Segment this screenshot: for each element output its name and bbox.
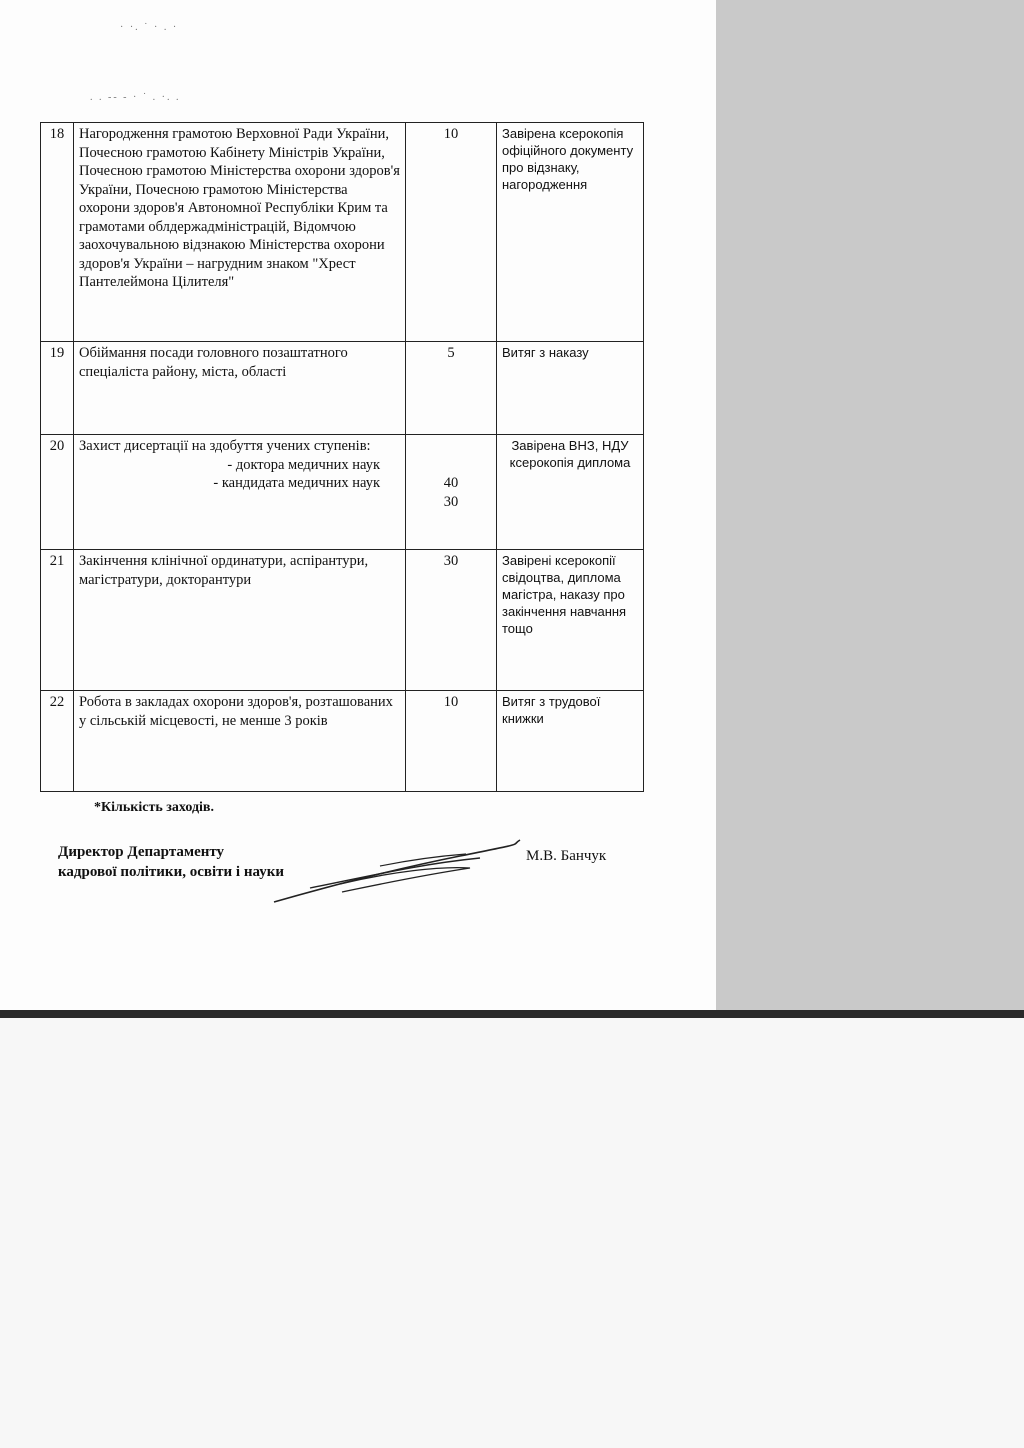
points-cell: 10	[406, 691, 497, 792]
criterion-cell: Нагородження грамотою Верховної Ради України, Почесною грамотою Кабінету Міністрів України, Почесною грамотою Міністерства охорони здоров'я України, Почесною грамотою Міністерства охорони здоров'я Автономної Республіки Крим та грамотами облдержадміністрацій, Відомчою заохочувальною відзнакою Міністерства охорони здоров'я України – нагрудним знаком "Хрест Пантелеймона Цілителя"	[74, 123, 406, 342]
criterion-cell: Закінчення клінічної ординатури, аспірантури, магістратури, докторантури	[74, 550, 406, 691]
row-number: 22	[41, 691, 74, 792]
signatory-title-line1: Директор Департаменту	[58, 844, 225, 860]
row-number: 21	[41, 550, 74, 691]
points-cell: 30	[406, 550, 497, 691]
table-row	[41, 123, 644, 342]
document-cell: Витяг з трудової книжки	[497, 691, 644, 792]
criteria-table	[40, 122, 644, 792]
row-number: 18	[41, 123, 74, 342]
signatory-title	[58, 842, 284, 882]
table-row	[41, 342, 644, 435]
points-candidate: 30	[443, 493, 459, 510]
points-cell	[406, 435, 497, 550]
scan-noise: · ·. ˙ · . ·	[120, 22, 179, 33]
handwritten-signature	[270, 826, 530, 906]
criterion-cell: Обіймання посади головного позаштатного спеціаліста району, міста, області	[74, 342, 406, 435]
criterion-cell	[74, 435, 406, 550]
degree-doctor: - доктора медичних наук	[227, 456, 380, 473]
document-cell: Завірені ксерокопії свідоцтва, диплома магістра, наказу про закінчення навчання тощо	[497, 550, 644, 691]
document-cell: Витяг з наказу	[497, 342, 644, 435]
scanner-background-lower	[0, 1018, 1024, 1448]
row-number: 19	[41, 342, 74, 435]
table-row	[41, 691, 644, 792]
signatory-name: М.В. Банчук	[526, 848, 607, 864]
points-doctor: 40	[443, 475, 459, 491]
document-cell: Завірена ксерокопія офіційного документу про відзнаку, нагородження	[497, 123, 644, 342]
footnote: *Кількість заходів.	[94, 800, 214, 815]
criterion-text: Захист дисертації на здобуття учених ступенів:	[79, 438, 371, 454]
points-cell: 5	[406, 342, 497, 435]
table-row	[41, 550, 644, 691]
table-row	[41, 435, 644, 550]
points-cell: 10	[406, 123, 497, 342]
scanner-background	[716, 0, 1024, 1010]
degree-candidate: - кандидата медичних наук	[213, 475, 380, 491]
row-number: 20	[41, 435, 74, 550]
criterion-cell: Робота в закладах охорони здоров'я, розташованих у сільській місцевості, не менше 3 років	[74, 691, 406, 792]
signatory-title-line2: кадрової політики, освіти і науки	[58, 864, 284, 880]
page-edge	[0, 1010, 1024, 1018]
document-cell: Завірена ВНЗ, НДУ ксерокопія диплома	[497, 435, 644, 550]
scan-noise: . . -- - · ˙ . ·. .	[90, 92, 181, 103]
